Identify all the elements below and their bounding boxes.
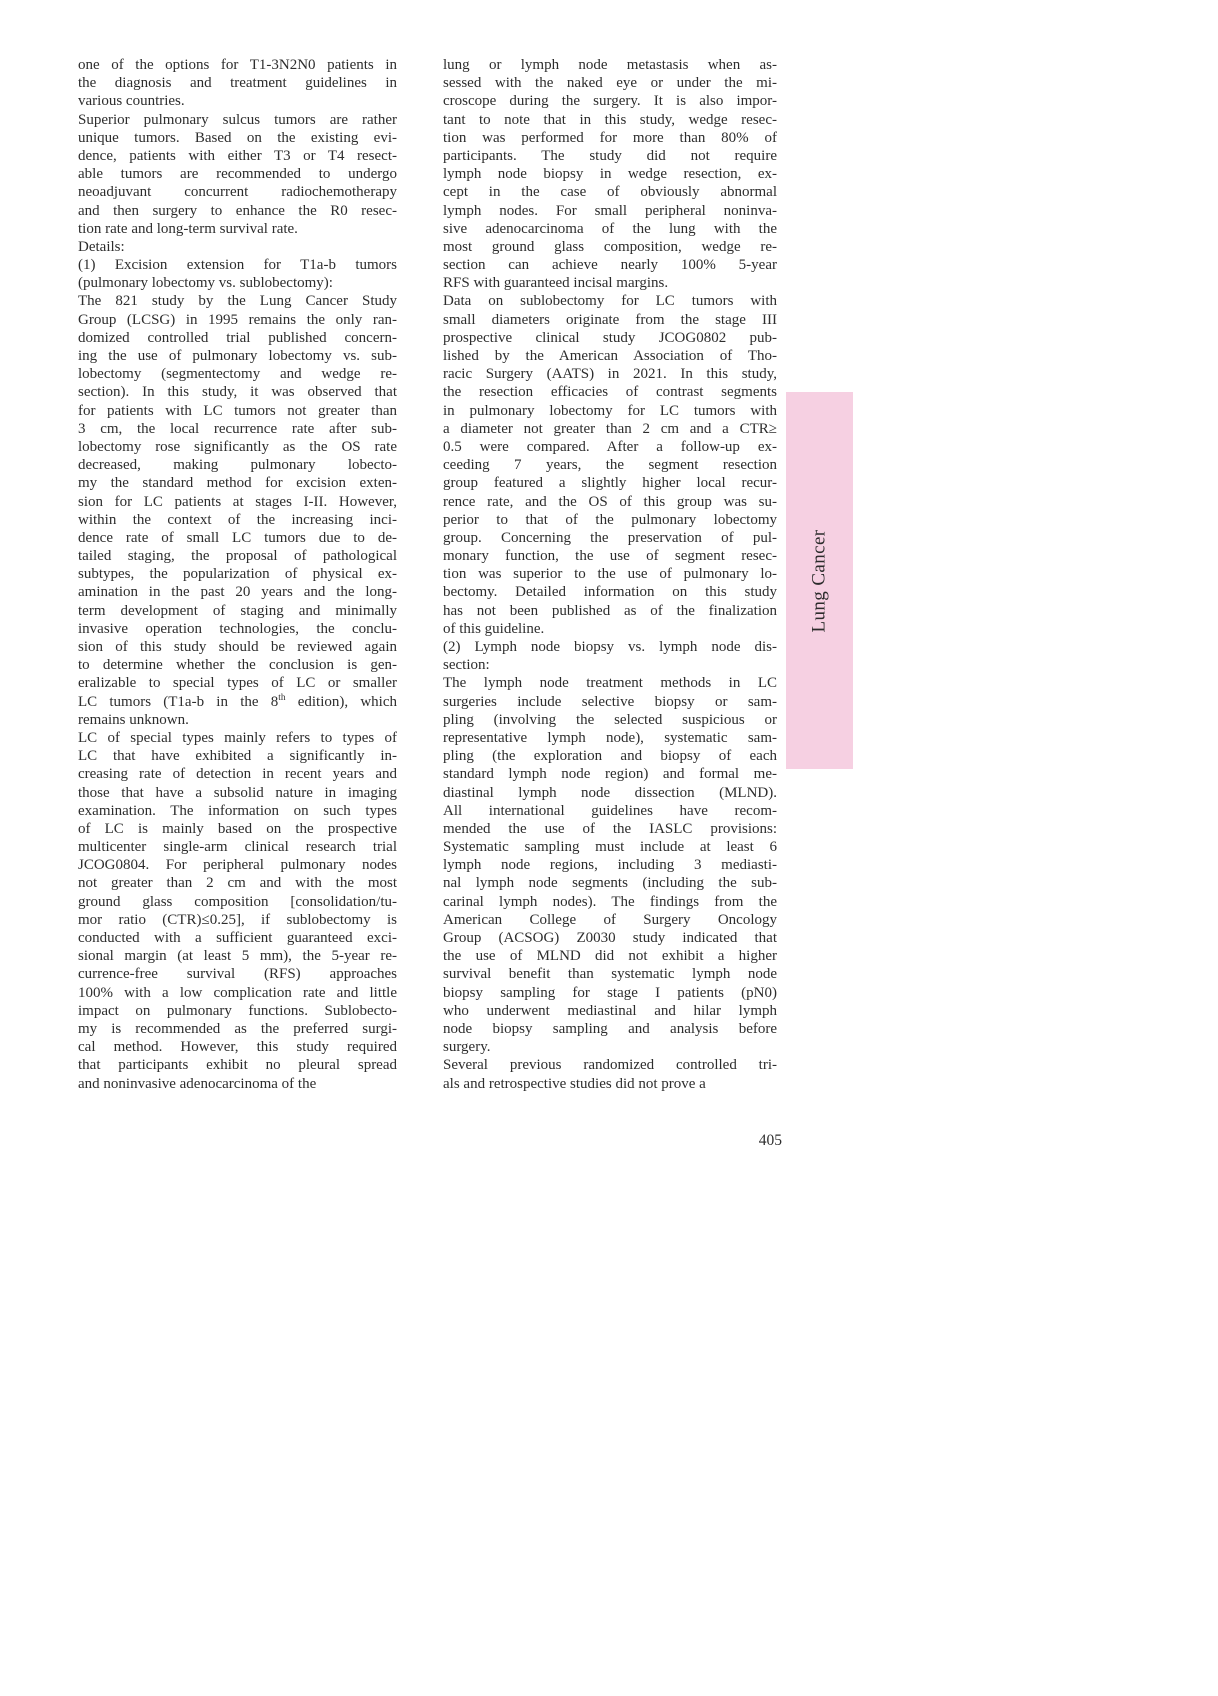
text-line: invasive operation technologies, the conclu-	[78, 620, 397, 637]
text-line: als and retrospective studies did not prove a	[443, 1075, 706, 1092]
text-line: 0.5 were compared. After a follow-up ex-	[443, 438, 777, 455]
text-line: Group (LCSG) in 1995 remains the only ran-	[78, 311, 397, 328]
text-line: RFS with guaranteed incisal margins.	[443, 275, 669, 292]
text-line: cal method. However, this study required	[78, 1039, 397, 1056]
text-line: lymph node regions, including 3 mediasti-	[443, 857, 777, 874]
paragraph	[443, 638, 777, 674]
text-line: cept in the case of obviously abnormal	[443, 184, 777, 201]
text-line: able tumors are recommended to undergo	[78, 166, 397, 183]
text-line: lished by the American Association of Tho-	[443, 348, 777, 364]
paragraph	[443, 674, 777, 1056]
text-line: lymph node biopsy in wedge resection, ex-	[443, 166, 777, 183]
text-line: tant to note that in this study, wedge resec-	[443, 111, 777, 128]
text-line: and noninvasive adenocarcinoma of the	[78, 1075, 317, 1092]
text-line: The 821 study by the Lung Cancer Study	[78, 293, 397, 310]
text-line: carinal lymph nodes). The findings from the	[443, 893, 777, 910]
text-line: section can achieve nearly 100% 5-year	[443, 257, 777, 274]
text-line: my the standard method for excision exten-	[78, 475, 397, 492]
text-line: a diameter not greater than 2 cm and a CTR≥	[443, 420, 777, 437]
text-line: subtypes, the popularization of physical ex-	[78, 566, 397, 583]
text-line: and then surgery to enhance the R0 resec-	[78, 202, 397, 219]
text-line: monary function, the use of segment resec-	[443, 548, 777, 565]
text-line: Several previous randomized controlled tri-	[443, 1057, 777, 1074]
text-line: (1) Excision extension for T1a-b tumors	[78, 257, 397, 274]
text-line: mended the use of the IASLC provisions:	[443, 820, 777, 837]
text-line: one of the options for T1-3N2N0 patients in	[78, 57, 397, 73]
text-line: tailed staging, the proposal of pathological	[78, 548, 397, 565]
paragraph	[78, 238, 397, 256]
text-line: sessed with the naked eye or under the mi-	[443, 75, 777, 92]
text-line: ing the use of pulmonary lobectomy vs. sub-	[78, 348, 397, 364]
text-line: unique tumors. Based on the existing evi-	[78, 129, 397, 146]
text-line: to determine whether the conclusion is gen-	[78, 657, 397, 674]
text-line: dence rate of small LC tumors due to de-	[78, 529, 397, 546]
text-line: sion of this study should be reviewed again	[78, 639, 397, 655]
text-line: within the context of the increasing inci-	[78, 511, 397, 528]
paragraph	[78, 292, 397, 729]
text-line: (2) Lymph node biopsy vs. lymph node dis-	[443, 639, 777, 655]
text-line: creasing rate of detection in recent years and	[78, 766, 397, 783]
text-line: surgery.	[443, 1039, 491, 1056]
text-line: neoadjuvant concurrent radiochemotherapy	[78, 184, 397, 201]
paragraph	[78, 111, 397, 238]
text-line: examination. The information on such types	[78, 802, 397, 819]
text-line: tion was superior to the use of pulmonary lo-	[443, 566, 777, 583]
text-line: lung or lymph node metastasis when as-	[443, 57, 777, 73]
text-line: lobectomy (segmentectomy and wedge re-	[78, 366, 397, 383]
text-line: ground glass composition [consolidation/tu-	[78, 893, 397, 910]
text-line: tion was performed for more than 80% of	[443, 129, 777, 146]
text-line: JCOG0804. For peripheral pulmonary nodes	[78, 857, 397, 874]
paragraph	[78, 729, 397, 1093]
text-line: sional margin (at least 5 mm), the 5-year re-	[78, 948, 397, 965]
text-line: croscope during the surgery. It is also impor-	[443, 93, 777, 110]
text-line: Details:	[78, 238, 125, 255]
text-line: 3 cm, the local recurrence rate after sub-	[78, 420, 397, 437]
text-line: not greater than 2 cm and with the most	[78, 875, 397, 892]
text-line: the use of MLND did not exhibit a higher	[443, 948, 777, 965]
page-number: 405	[758, 1132, 782, 1149]
text-line: standard lymph node region) and formal me-	[443, 766, 777, 783]
text-line: LC of special types mainly refers to types of	[78, 729, 397, 746]
left-text-column	[78, 56, 397, 1093]
text-line: prospective clinical study JCOG0802 pub-	[443, 329, 777, 346]
text-line: LC that have exhibited a significantly in-	[78, 748, 397, 765]
text-line: American College of Surgery Oncology	[443, 911, 777, 928]
text-line: (pulmonary lobectomy vs. sublobectomy):	[78, 275, 333, 292]
text-line: participants. The study did not require	[443, 147, 777, 164]
text-line: decreased, making pulmonary lobecto-	[78, 457, 397, 474]
text-line: term development of staging and minimally	[78, 602, 397, 619]
section-thumb-tab-label: Lung Cancer	[808, 528, 830, 633]
text-line: conducted with a sufficient guaranteed exci-	[78, 930, 397, 946]
right-text-column	[443, 56, 777, 1093]
paragraph	[443, 56, 777, 292]
text-line: the diagnosis and treatment guidelines in	[78, 75, 397, 92]
text-line: domized controlled trial published concern-	[78, 329, 397, 346]
text-line: perior to that of the pulmonary lobectomy	[443, 511, 777, 528]
text-line: pling (involving the selected suspicious or	[443, 711, 777, 728]
text-line: remains unknown.	[78, 711, 189, 728]
text-line: who underwent mediastinal and hilar lymph	[443, 1002, 777, 1019]
text-line: LC tumors (T1a-b in the 8th edition), which	[78, 692, 397, 710]
text-line: node biopsy sampling and analysis before	[443, 1020, 777, 1037]
text-line: representative lymph node), systematic sam-	[443, 729, 777, 746]
text-line: various countries.	[78, 93, 185, 110]
text-line: eralizable to special types of LC or smaller	[78, 675, 397, 692]
text-line: of this guideline.	[443, 620, 545, 637]
paragraph	[78, 256, 397, 292]
text-line: Systematic sampling must include at least 6	[443, 839, 777, 856]
text-line: my is recommended as the preferred surgi-	[78, 1020, 397, 1037]
text-line: Data on sublobectomy for LC tumors with	[443, 293, 777, 310]
text-line: section:	[443, 657, 490, 674]
text-line: biopsy sampling for stage I patients (pN0)	[443, 984, 777, 1001]
text-line: sive adenocarcinoma of the lung with the	[443, 220, 777, 237]
text-line: survival benefit than systematic lymph node	[443, 966, 777, 983]
text-line: in pulmonary lobectomy for LC tumors with	[443, 402, 777, 419]
paragraph	[443, 1056, 777, 1092]
text-line: All international guidelines have recom-	[443, 802, 777, 819]
text-line: racic Surgery (AATS) in 2021. In this study,	[443, 366, 777, 383]
text-line: section). In this study, it was observed that	[78, 384, 397, 401]
text-line: diastinal lymph node dissection (MLND).	[443, 784, 777, 801]
text-line: ceeding 7 years, the segment resection	[443, 457, 777, 474]
text-line: most ground glass composition, wedge re-	[443, 238, 777, 255]
text-line: for patients with LC tumors not greater than	[78, 402, 397, 419]
text-line: dence, patients with either T3 or T4 resect-	[78, 147, 397, 164]
text-line: multicenter single-arm clinical research trial	[78, 839, 397, 856]
text-line: Superior pulmonary sulcus tumors are rather	[78, 111, 397, 128]
text-line: tion rate and long-term survival rate.	[78, 220, 298, 237]
text-line: the resection efficacies of contrast segments	[443, 384, 777, 401]
text-line: Group (ACSOG) Z0030 study indicated that	[443, 930, 777, 946]
text-line: lobectomy rose significantly as the OS rate	[78, 438, 397, 455]
text-line: has not been published as of the finalization	[443, 602, 777, 619]
text-line: nal lymph node segments (including the sub-	[443, 875, 777, 892]
text-line: impact on pulmonary functions. Sublobecto-	[78, 1002, 397, 1019]
text-line: of LC is mainly based on the prospective	[78, 820, 397, 837]
text-line: amination in the past 20 years and the long-	[78, 584, 397, 601]
text-line: rence rate, and the OS of this group was su-	[443, 493, 777, 510]
text-line: pling (the exploration and biopsy of each	[443, 748, 777, 765]
paragraph	[443, 292, 777, 638]
text-line: group featured a slightly higher local recur-	[443, 475, 777, 492]
text-line: 100% with a low complication rate and little	[78, 984, 397, 1001]
text-line: bectomy. Detailed information on this study	[443, 584, 777, 601]
section-thumb-tab	[786, 392, 853, 769]
text-line: surgeries include selective biopsy or sam-	[443, 693, 777, 710]
text-line: sion for LC patients at stages I-II. However,	[78, 493, 397, 510]
text-line: currence-free survival (RFS) approaches	[78, 966, 397, 983]
text-line: mor ratio (CTR)≤0.25], if sublobectomy is	[78, 911, 397, 928]
text-line: group. Concerning the preservation of pul-	[443, 529, 777, 546]
text-line: small diameters originate from the stage III	[443, 311, 777, 328]
text-line: those that have a subsolid nature in imaging	[78, 784, 397, 801]
paragraph	[78, 56, 397, 111]
text-line: that participants exhibit no pleural spread	[78, 1057, 397, 1074]
text-line: lymph nodes. For small peripheral noninva-	[443, 202, 777, 219]
text-line: The lymph node treatment methods in LC	[443, 675, 777, 692]
